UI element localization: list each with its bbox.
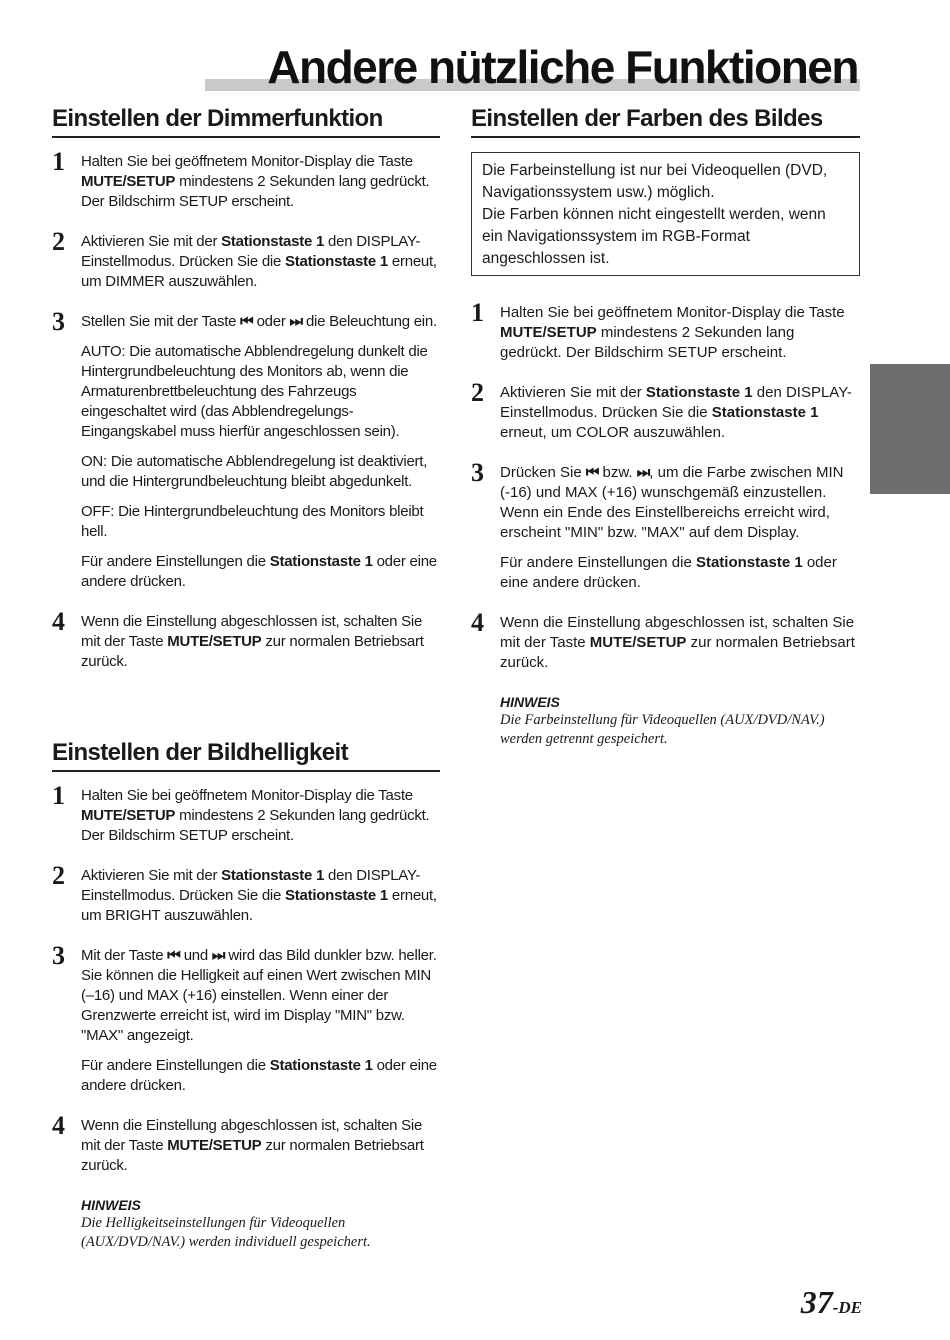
color-note [500,693,860,749]
text-run: Halten Sie bei geöffnetem Monitor-Display die Taste [500,304,845,321]
step-number: 3 [471,458,484,487]
step-paragraph [81,946,440,1046]
bold-term: MUTE/SETUP [81,807,176,824]
text-run: wird das Bild dunkler bzw. heller. Sie können die Helligkeit auf einen Wert zwischen MIN (–16) und MAX (+16) einstellen. Wenn einer der Grenzwerte erreicht ist, wird im Display "MIN" bzw. "MAX" angezeigt. [81,947,437,1044]
step-paragraph [81,1056,440,1096]
bold-term: MUTE/SETUP [589,634,687,651]
text-run: ON: Die automatische Abblendregelung ist deaktiviert, und die Hintergrundbeleuchtung bleibt abgedunkelt. [81,453,428,490]
step-4 [52,607,440,672]
step-number: 2 [52,227,65,256]
color-steps [471,298,860,673]
step-1 [52,147,440,212]
bold-term: MUTE/SETUP [167,633,262,650]
skip-forward-icon: ⏭ [636,464,650,481]
skip-back-icon: ⏮ [585,464,599,481]
step-3 [52,307,440,592]
text-run: Halten Sie bei geöffnetem Monitor-Display die Taste [81,787,413,804]
text-run: mindestens 2 Sekunden lang gedrückt. Der Bildschirm SETUP erscheint. [81,173,430,210]
step-number: 3 [52,941,65,970]
section-side-tab [870,364,950,494]
text-run: Mit der Taste [81,947,168,964]
text-run: Für andere Einstellungen die [81,1057,270,1074]
step-paragraph [500,613,860,673]
step-3 [471,458,860,593]
text-run: , um die Farbe zwischen MIN (-16) und MAX (+16) wunschgemäß einzustellen. Wenn ein Ende des Einstellbereichs erreicht wird, erscheint "MIN" bzw. "MAX" auf dem Display. [500,464,844,541]
step-number: 1 [471,298,484,327]
bold-term: Stationstaste 1 [711,404,819,421]
notice-line: Die Farbeinstellung ist nur bei Videoquellen (DVD, Navigationssystem usw.) möglich. [482,162,828,201]
step-number: 1 [52,147,65,176]
color-heading: Einstellen der Farben des Bildes [471,104,860,138]
text-run: mindestens 2 Sekunden lang gedrückt. Der Bildschirm SETUP erscheint. [500,324,795,361]
bold-term: MUTE/SETUP [81,173,176,190]
bold-term: Stationstaste 1 [645,384,753,401]
notice-line: Die Farben können nicht eingestellt werden, wenn ein Navigationssystem im RGB-Format angeschlossen ist. [482,206,826,267]
step-1 [52,781,440,846]
text-run: Wenn die Einstellung abgeschlossen ist, schalten Sie mit der Taste [500,614,855,651]
text-run: die Beleuchtung ein. [302,313,437,330]
step-paragraph [81,552,440,592]
step-paragraph [81,612,440,672]
text-run: zur normalen Betriebsart zurück. [81,1137,424,1174]
step-number: 4 [52,1111,65,1140]
dimmer-steps [52,147,440,672]
text-run: mindestens 2 Sekunden lang gedrückt. Der Bildschirm SETUP erscheint. [81,807,430,844]
bold-term: Stationstaste 1 [285,253,388,270]
step-paragraph [500,463,860,543]
step-paragraph [81,312,440,332]
bold-term: MUTE/SETUP [500,324,597,341]
step-paragraph [81,502,440,542]
bold-term: Stationstaste 1 [221,233,325,250]
note-title: HINWEIS [81,1197,141,1213]
step-1 [471,298,860,363]
page-number [801,1284,862,1321]
step-4 [52,1111,440,1176]
step-paragraph [500,383,860,443]
text-run: Stellen Sie mit der Taste [81,313,241,330]
note-title: HINWEIS [500,694,560,710]
bold-term: Stationstaste 1 [285,887,388,904]
step-number: 2 [471,378,484,407]
text-run: den DISPLAY-Einstellmodus. Drücken Sie die [81,233,421,270]
color-section [471,104,860,749]
text-run: Aktivieren Sie mit der [500,384,646,401]
step-number: 2 [52,861,65,890]
text-run: OFF: Die Hintergrundbeleuchtung des Monitors bleibt hell. [81,503,424,540]
page-title: Andere nützliche Funktionen [267,41,858,93]
step-number: 4 [52,607,65,636]
step-paragraph [81,452,440,492]
text-run: den DISPLAY-Einstellmodus. Drücken Sie die [81,867,421,904]
text-run: oder eine andere drücken. [81,1057,437,1094]
step-2 [52,861,440,926]
skip-back-icon: ⏮ [167,947,180,964]
step-paragraph [81,232,440,292]
brightness-steps [52,781,440,1176]
text-run: erneut, um BRIGHT auszuwählen. [81,887,437,924]
text-run: erneut, um DIMMER auszuwählen. [81,253,437,290]
text-run: Aktivieren Sie mit der [81,233,222,250]
text-run: Für andere Einstellungen die [81,553,270,570]
brightness-note [81,1196,440,1252]
text-run: erneut, um COLOR auszuwählen. [500,424,726,441]
step-paragraph [81,1116,440,1176]
text-run: oder eine andere drücken. [500,554,837,591]
note-text: Die Farbeinstellung für Videoquellen (AUX/DVD/NAV.) werden getrennt gespeichert. [500,712,825,747]
step-paragraph [81,342,440,442]
step-paragraph [500,553,860,593]
step-number: 3 [52,307,65,336]
text-run: Für andere Einstellungen die [500,554,696,571]
step-4 [471,608,860,673]
text-run: bzw. [598,464,637,481]
text-run: Aktivieren Sie mit der [81,867,222,884]
text-run: Wenn die Einstellung abgeschlossen ist, schalten Sie mit der Taste [81,1117,423,1154]
step-number: 1 [52,781,65,810]
bold-term: Stationstaste 1 [269,1057,373,1074]
bold-term: Stationstaste 1 [695,554,803,571]
step-paragraph [81,786,440,846]
text-run: oder eine andere drücken. [81,553,437,590]
skip-back-icon: ⏮ [240,313,253,330]
step-number: 4 [471,608,484,637]
brightness-section [52,738,440,1252]
text-run: Halten Sie bei geöffnetem Monitor-Display die Taste [81,153,413,170]
bold-term: Stationstaste 1 [269,553,373,570]
skip-forward-icon: ⏭ [289,313,303,330]
text-run: Wenn die Einstellung abgeschlossen ist, schalten Sie mit der Taste [81,613,423,650]
step-2 [471,378,860,443]
text-run: und [179,947,212,964]
step-paragraph [500,303,860,363]
bold-term: Stationstaste 1 [221,867,325,884]
step-paragraph [81,866,440,926]
note-text: Die Helligkeitseinstellungen für Videoquellen (AUX/DVD/NAV.) werden individuell gespeichert. [81,1215,371,1250]
text-run: zur normalen Betriebsart zurück. [500,634,855,671]
brightness-heading: Einstellen der Bildhelligkeit [52,738,440,772]
text-run: oder [252,313,290,330]
step-3 [52,941,440,1096]
text-run: AUTO: Die automatische Abblendregelung dunkelt die Hintergrundbeleuchtung des Monitors ab, wenn die Armaturenbrettbeleuchtung des Fahrzeugs eingeschaltet wird (das Abblendregelungs-Eingangskabel muss hierfür angeschlossen sein). [81,343,428,440]
text-run: Drücken Sie [500,464,586,481]
dimmer-section [52,104,440,692]
step-2 [52,227,440,292]
page-suffix: -DE [832,1298,862,1317]
text-run: zur normalen Betriebsart zurück. [81,633,424,670]
page-number-value: 37 [800,1284,833,1320]
step-paragraph [81,152,440,212]
skip-forward-icon: ⏭ [211,947,225,964]
color-notice-box [471,152,860,276]
text-run: den DISPLAY-Einstellmodus. Drücken Sie die [500,384,852,421]
bold-term: MUTE/SETUP [167,1137,262,1154]
dimmer-heading: Einstellen der Dimmerfunktion [52,104,440,138]
